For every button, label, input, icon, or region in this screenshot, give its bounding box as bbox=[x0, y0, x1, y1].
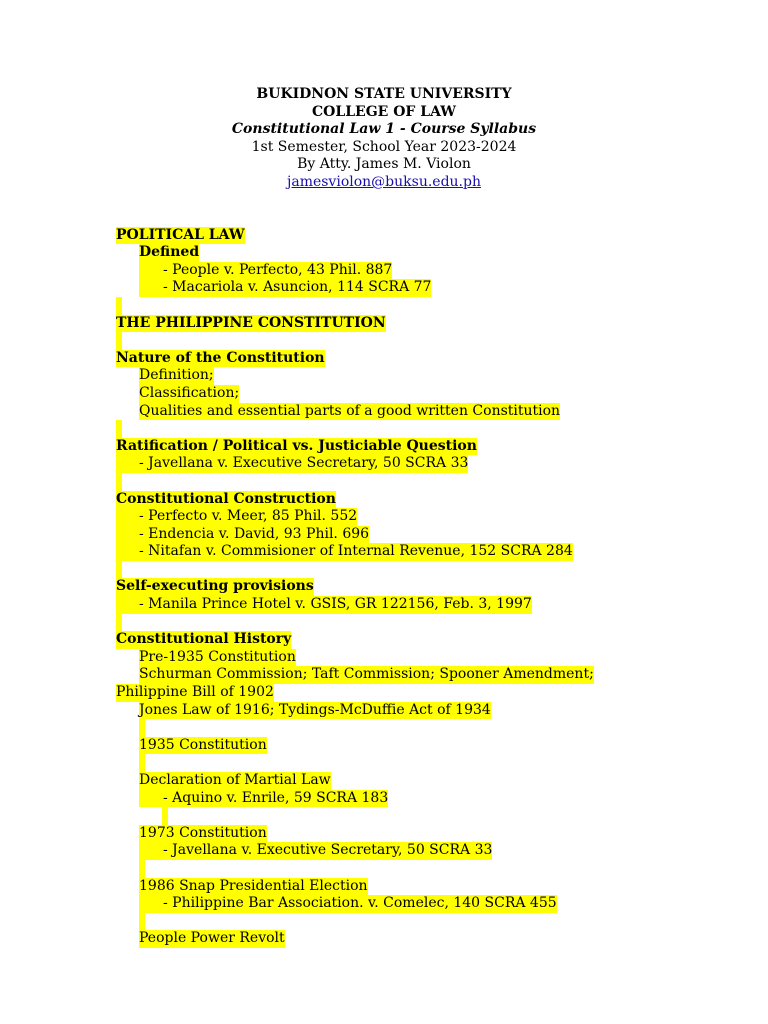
outline-text: Philippine Bill of 1902 bbox=[116, 684, 274, 701]
outline-text: THE PHILIPPINE CONSTITUTION bbox=[116, 314, 386, 331]
outline-item bbox=[116, 526, 716, 544]
outline-item bbox=[116, 684, 716, 702]
outline-text: Constitutional History bbox=[116, 631, 292, 648]
outline-item bbox=[116, 666, 716, 684]
blank-line bbox=[116, 332, 716, 350]
university-name: BUKIDNON STATE UNIVERSITY bbox=[256, 86, 512, 102]
highlight-mark bbox=[139, 754, 145, 772]
outline-text: - Javellana v. Executive Secretary, 50 SCRA 33 bbox=[116, 455, 468, 473]
outline-text: POLITICAL LAW bbox=[116, 226, 245, 243]
outline-item bbox=[116, 930, 716, 948]
outline-text: - Nitafan v. Commisioner of Internal Revenue, 152 SCRA 284 bbox=[116, 543, 573, 561]
blank-line bbox=[116, 561, 716, 579]
highlight-mark bbox=[116, 332, 122, 350]
section-heading bbox=[116, 227, 716, 245]
highlight-mark bbox=[116, 297, 122, 315]
outline-item bbox=[116, 649, 716, 667]
outline-text: Qualities and essential parts of a good written Constitution bbox=[139, 402, 561, 419]
outline-item bbox=[116, 825, 716, 843]
outline-item bbox=[116, 772, 716, 790]
outline-item bbox=[116, 543, 716, 561]
document-header bbox=[0, 86, 768, 192]
highlight-mark bbox=[116, 561, 122, 579]
highlight-mark bbox=[116, 473, 122, 491]
highlight-mark bbox=[139, 913, 145, 931]
outline-text: Self-executing provisions bbox=[116, 578, 314, 595]
blank-line bbox=[116, 807, 716, 825]
section-heading bbox=[116, 315, 716, 333]
outline-text: Definition; bbox=[139, 367, 214, 384]
section-heading bbox=[116, 350, 716, 368]
outline-text: 1973 Constitution bbox=[139, 824, 267, 841]
outline-text: Pre-1935 Constitution bbox=[139, 648, 296, 665]
outline-item bbox=[116, 842, 716, 860]
blank-line bbox=[116, 614, 716, 632]
outline-text: Schurman Commission; Taft Commission; Spooner Amendment; bbox=[139, 666, 594, 683]
outline-text: 1935 Constitution bbox=[139, 736, 267, 753]
author-email-link[interactable]: jamesviolon@buksu.edu.ph bbox=[287, 173, 481, 190]
outline-item bbox=[116, 702, 716, 720]
highlight-mark bbox=[139, 719, 145, 737]
outline-item bbox=[116, 790, 716, 808]
outline-text: - Philippine Bar Association. v. Comelec, 140 SCRA 455 bbox=[139, 895, 557, 913]
outline-item bbox=[116, 895, 716, 913]
outline-text: - Perfecto v. Meer, 85 Phil. 552 bbox=[116, 508, 357, 526]
blank-line bbox=[116, 913, 716, 931]
outline-text: - People v. Perfecto, 43 Phil. 887 bbox=[139, 262, 392, 280]
outline-text: Nature of the Constitution bbox=[116, 349, 325, 366]
outline-text: Defined bbox=[139, 244, 200, 261]
outline-text: - Aquino v. Enrile, 59 SCRA 183 bbox=[139, 790, 388, 808]
outline-item bbox=[116, 596, 716, 614]
outline-text: Constitutional Construction bbox=[116, 490, 336, 507]
course-title: Constitutional Law 1 - Course Syllabus bbox=[231, 121, 537, 138]
section-heading bbox=[116, 578, 716, 596]
highlight-mark bbox=[162, 807, 168, 825]
blank-line bbox=[116, 420, 716, 438]
blank-line bbox=[116, 860, 716, 878]
outline-text: Classification; bbox=[139, 384, 240, 401]
syllabus-outline bbox=[116, 209, 716, 948]
blank-line bbox=[116, 297, 716, 315]
outline-item bbox=[116, 279, 716, 297]
outline-text: - Macariola v. Asuncion, 114 SCRA 77 bbox=[139, 279, 431, 297]
college-name: COLLEGE OF LAW bbox=[312, 103, 456, 120]
outline-item bbox=[116, 367, 716, 385]
outline-text: - Javellana v. Executive Secretary, 50 SCRA 33 bbox=[139, 842, 492, 860]
outline-item bbox=[116, 403, 716, 421]
highlight-mark bbox=[139, 860, 145, 878]
outline-item bbox=[116, 878, 716, 896]
term-line: 1st Semester, School Year 2023-2024 bbox=[251, 138, 517, 155]
outline-text: People Power Revolt bbox=[139, 930, 285, 947]
blank-line bbox=[116, 754, 716, 772]
outline-item bbox=[116, 385, 716, 403]
blank-line bbox=[116, 719, 716, 737]
outline-text: Declaration of Martial Law bbox=[139, 772, 331, 788]
outline-item bbox=[116, 508, 716, 526]
outline-text: - Endencia v. David, 93 Phil. 696 bbox=[116, 526, 369, 544]
highlight-mark bbox=[116, 420, 122, 438]
section-heading bbox=[116, 244, 716, 262]
blank-line bbox=[116, 209, 716, 227]
outline-text: 1986 Snap Presidential Election bbox=[139, 877, 368, 894]
highlight-mark bbox=[116, 614, 122, 632]
section-heading bbox=[116, 491, 716, 509]
outline-item bbox=[116, 262, 716, 280]
outline-text: - Manila Prince Hotel v. GSIS, GR 122156, Feb. 3, 1997 bbox=[116, 596, 532, 614]
section-heading bbox=[116, 631, 716, 649]
outline-item bbox=[116, 455, 716, 473]
outline-text: Jones Law of 1916; Tydings-McDuffie Act of 1934 bbox=[139, 701, 491, 718]
blank-line bbox=[116, 473, 716, 491]
outline-text: Ratification / Political vs. Justiciable Question bbox=[116, 437, 477, 454]
section-heading bbox=[116, 438, 716, 456]
outline-item bbox=[116, 737, 716, 755]
author-line: By Atty. James M. Violon bbox=[297, 156, 471, 173]
